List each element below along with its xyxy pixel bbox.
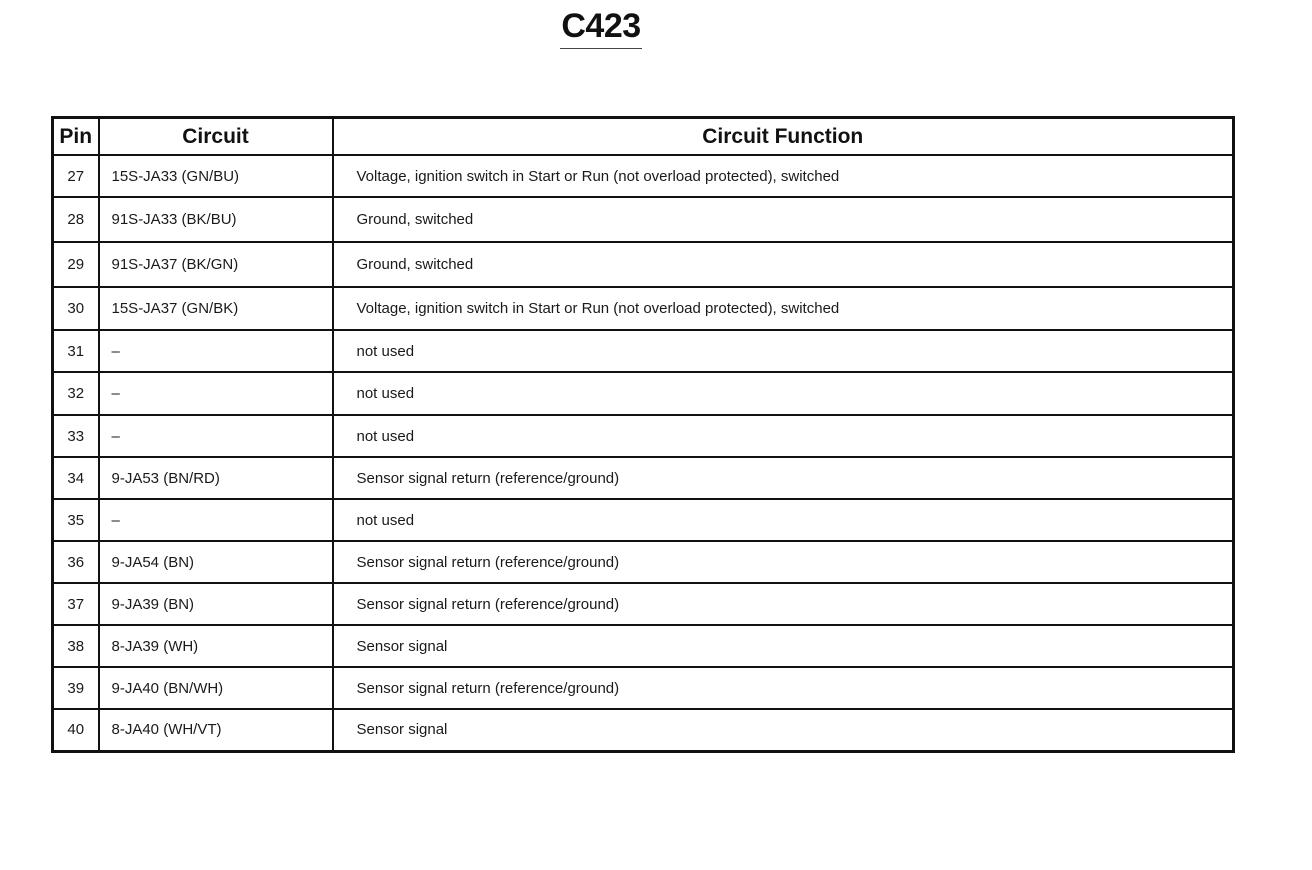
pin-cell: 28 (53, 197, 99, 242)
table-row (53, 583, 1234, 625)
function-cell: not used (333, 499, 1234, 541)
pin-cell: 27 (53, 155, 99, 197)
table-row (53, 197, 1234, 242)
circuit-cell: 8-JA40 (WH/VT) (99, 709, 333, 751)
circuit-cell: 91S-JA37 (BK/GN) (99, 242, 333, 287)
table-body (53, 155, 1234, 751)
function-cell: Sensor signal return (reference/ground) (333, 667, 1234, 709)
function-cell: not used (333, 330, 1234, 372)
function-cell: Sensor signal return (reference/ground) (333, 583, 1234, 625)
table-row (53, 415, 1234, 457)
table-row (53, 625, 1234, 667)
pin-cell: 31 (53, 330, 99, 372)
function-cell: Ground, switched (333, 197, 1234, 242)
pin-cell: 32 (53, 372, 99, 415)
function-cell: Sensor signal (333, 625, 1234, 667)
table-row (53, 541, 1234, 583)
function-cell: Sensor signal return (reference/ground) (333, 541, 1234, 583)
pin-cell: 39 (53, 667, 99, 709)
circuit-cell: 9-JA53 (BN/RD) (99, 457, 333, 499)
connector-pin-table (51, 116, 1235, 753)
table-row (53, 709, 1234, 751)
header-pin: Pin (53, 118, 99, 156)
circuit-cell: – (99, 330, 333, 372)
table-row (53, 330, 1234, 372)
table-row (53, 242, 1234, 287)
pin-cell: 40 (53, 709, 99, 751)
circuit-cell: – (99, 415, 333, 457)
circuit-cell: 15S-JA33 (GN/BU) (99, 155, 333, 197)
function-cell: not used (333, 415, 1234, 457)
circuit-cell: 9-JA39 (BN) (99, 583, 333, 625)
pin-cell: 30 (53, 287, 99, 330)
table-row (53, 499, 1234, 541)
pin-cell: 37 (53, 583, 99, 625)
circuit-cell: 15S-JA37 (GN/BK) (99, 287, 333, 330)
table-row (53, 287, 1234, 330)
pin-cell: 29 (53, 242, 99, 287)
circuit-cell: 9-JA40 (BN/WH) (99, 667, 333, 709)
function-cell: Sensor signal return (reference/ground) (333, 457, 1234, 499)
table-row (53, 155, 1234, 197)
table-row (53, 667, 1234, 709)
page-title: C423 (561, 7, 641, 45)
pin-cell: 36 (53, 541, 99, 583)
header-circuit-function: Circuit Function (333, 118, 1234, 156)
function-cell: not used (333, 372, 1234, 415)
table-row (53, 457, 1234, 499)
header-circuit: Circuit (99, 118, 333, 156)
circuit-cell: – (99, 372, 333, 415)
function-cell: Voltage, ignition switch in Start or Run (not overload protected), switched (333, 155, 1234, 197)
pin-cell: 35 (53, 499, 99, 541)
function-cell: Voltage, ignition switch in Start or Run (not overload protected), switched (333, 287, 1234, 330)
function-cell: Ground, switched (333, 242, 1234, 287)
circuit-cell: 8-JA39 (WH) (99, 625, 333, 667)
pin-cell: 34 (53, 457, 99, 499)
title-underline (560, 48, 642, 49)
circuit-cell: 91S-JA33 (BK/BU) (99, 197, 333, 242)
pin-cell: 38 (53, 625, 99, 667)
circuit-cell: 9-JA54 (BN) (99, 541, 333, 583)
circuit-cell: – (99, 499, 333, 541)
function-cell: Sensor signal (333, 709, 1234, 751)
pin-cell: 33 (53, 415, 99, 457)
table-header-row (53, 118, 1234, 156)
table-row (53, 372, 1234, 415)
